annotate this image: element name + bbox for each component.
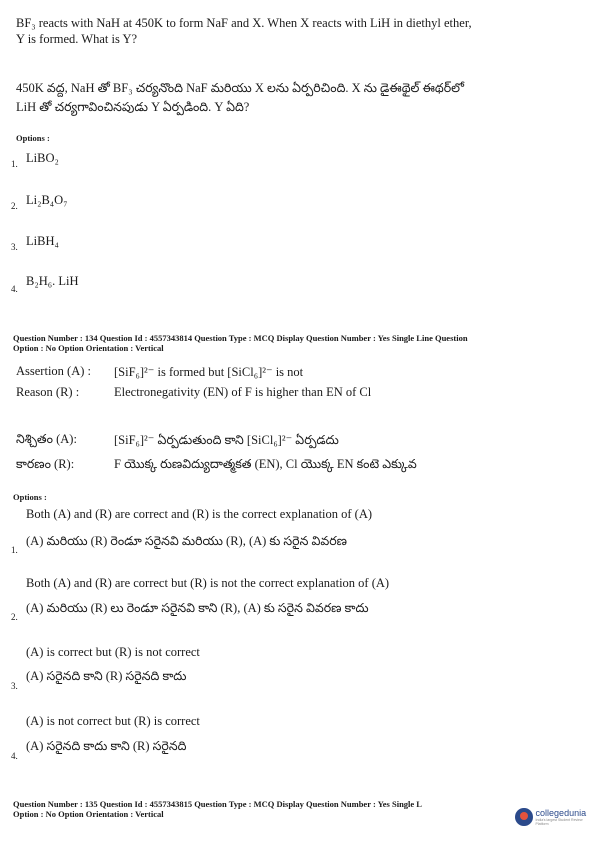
option-number: 1.: [11, 545, 18, 555]
q134-meta-line2: Option : No Option Orientation : Vertical: [13, 343, 164, 353]
q135-meta-line1: Question Number : 135 Question Id : 4557343815 Question Type : MCQ Display Question Number : Yes Single L: [13, 799, 422, 809]
option-number: 4.: [11, 751, 18, 761]
option-text-en: Both (A) and (R) are correct but (R) is not the correct explanation of (A): [26, 576, 390, 590]
assertion-text-te: [SiF₆]²⁻ ఏర్పడుతుంది కాని [SiCl₆]²⁻ ఏర్పడదు: [114, 433, 339, 447]
assertion-label-en: Assertion (A) :: [16, 364, 91, 378]
option-text: LiBO₂: [26, 151, 59, 165]
option-text-te: (A) సరైనది కాని (R) సరైనది కాదు: [26, 669, 187, 683]
reason-text-te: F యొక్క రుణవిద్యుదాత్మకత (EN), Cl యొక్క EN కంటె ఎక్కువ: [114, 457, 417, 471]
option-text: B₂H₆. LiH: [26, 274, 79, 288]
collegedunia-logo-icon: [515, 808, 533, 826]
option-number: 2.: [11, 612, 18, 622]
logo-brand: collegedunia: [535, 808, 587, 818]
logo-tagline: India's largest Student Review Platform: [535, 818, 583, 826]
option-number: 4.: [11, 284, 18, 294]
q133-question-en-line1: BF₃ reacts with NaH at 450K to form NaF and X. When X reacts with LiH in diethyl ether,: [16, 16, 472, 30]
option-number: 3.: [11, 681, 18, 691]
q133-question-te-line1: 450K వద్ద, NaH తో BF₃ చర్యనొంది NaF మరియు X లను ఏర్పరిచింది. X ను డైఈథైల్ ఈథర్‌లో: [16, 81, 465, 95]
option-text-en: (A) is not correct but (R) is correct: [26, 714, 200, 728]
option-number: 2.: [11, 201, 18, 211]
option-text-te: (A) మరియు (R) లు రెండూ సరైనవి కాని (R), (A) కు సరైన వివరణ కాదు: [26, 601, 369, 615]
option-text-en: (A) is correct but (R) is not correct: [26, 645, 200, 659]
option-text: LiBH₄: [26, 234, 59, 248]
reason-label-en: Reason (R) :: [16, 385, 80, 399]
reason-text-en: Electronegativity (EN) of F is higher than EN of Cl: [114, 385, 372, 399]
assertion-label-te: నిశ్చితం (A):: [16, 432, 77, 446]
assertion-text-en: [SiF₆]²⁻ is formed but [SiCl₆]²⁻ is not: [114, 365, 304, 379]
collegedunia-logo: [515, 808, 595, 826]
option-text-en: Both (A) and (R) are correct and (R) is the correct explanation of (A): [26, 507, 373, 521]
q135-meta-line2: Option : No Option Orientation : Vertical: [13, 809, 164, 819]
option-text-te: (A) సరైనది కాదు కాని (R) సరైనది: [26, 739, 187, 753]
reason-label-te: కారణం (R):: [16, 457, 75, 471]
q133-question-en-line2: Y is formed. What is Y?: [16, 32, 138, 46]
option-number: 1.: [11, 159, 18, 169]
q133-question-te-line2: LiH తో చర్యగావించినపుడు Y ఏర్పడింది. Y ఏది?: [16, 100, 250, 114]
option-text-te: (A) మరియు (R) రెండూ సరైనవి మరియు (R), (A) కు సరైన వివరణ: [26, 534, 348, 548]
option-text: Li₂B₄O₇: [26, 193, 68, 207]
q133-options-label: Options :: [16, 133, 50, 143]
q134-meta-line1: Question Number : 134 Question Id : 4557343814 Question Type : MCQ Display Question Number : Yes Single Line Question: [13, 333, 468, 343]
option-number: 3.: [11, 242, 18, 252]
q134-options-label: Options :: [13, 492, 47, 502]
